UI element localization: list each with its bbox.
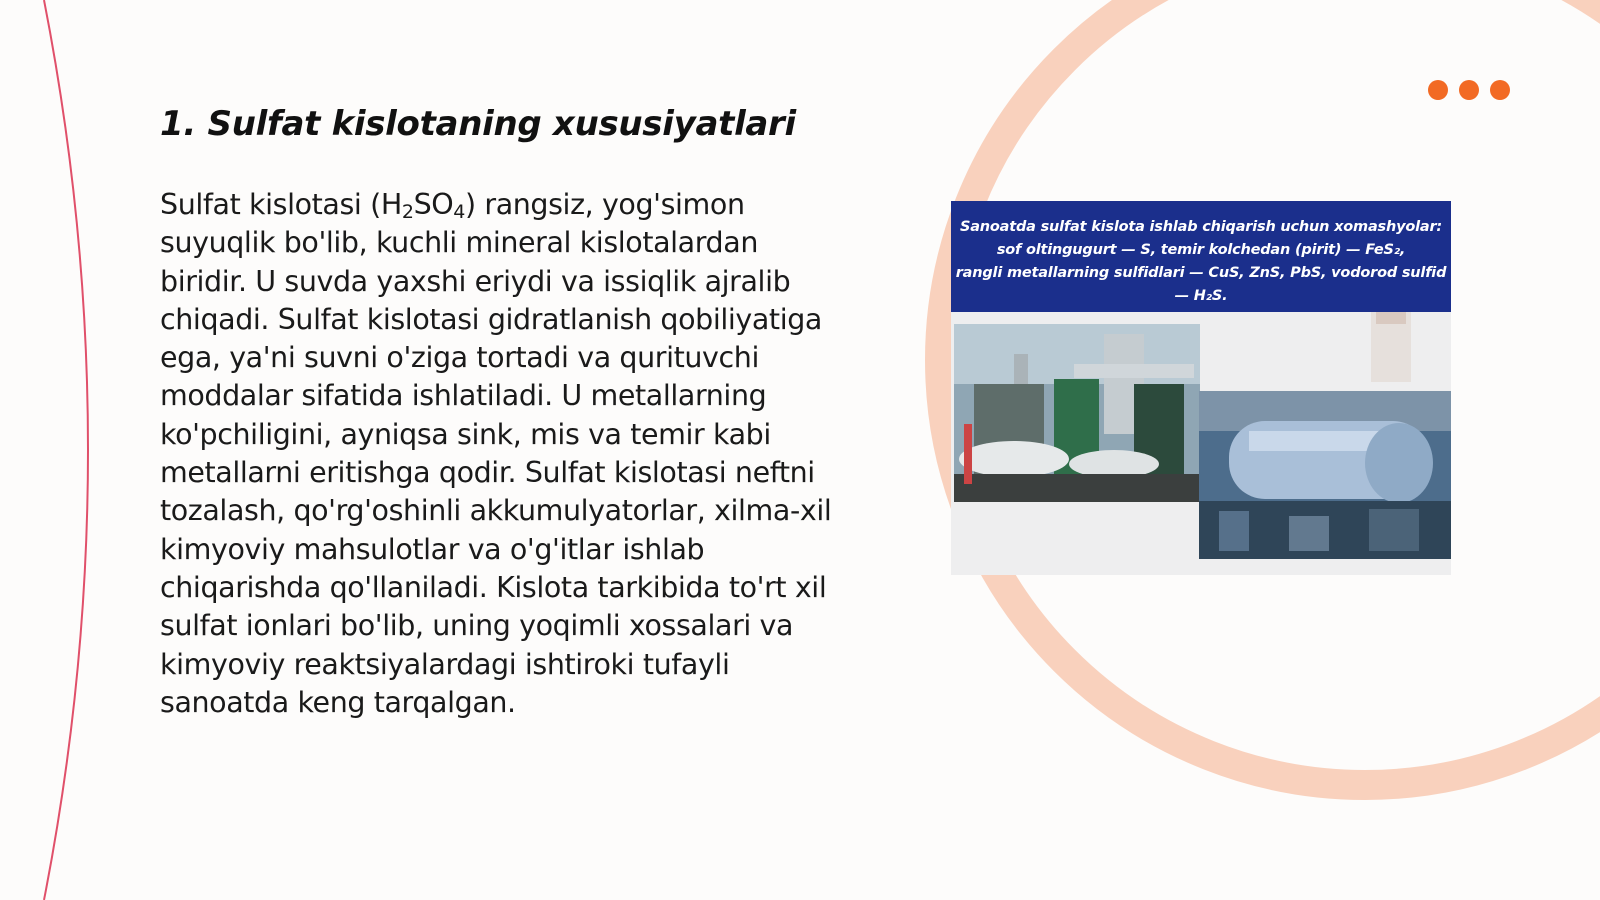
body-text-formula: SO [413, 188, 454, 221]
plant-pipes-photo [954, 324, 1200, 502]
rotary-kiln-photo [1199, 391, 1451, 559]
figure-caption [951, 201, 1451, 312]
left-accent-curve [44, 0, 88, 900]
subscript-2: 2 [401, 201, 414, 223]
dots-menu-icon [1428, 80, 1510, 100]
industrial-figure [951, 201, 1451, 575]
caption-line-2: sof oltingugurt — S, temir kolchedan (pirit) — FeS₂, [996, 242, 1406, 258]
dot-1 [1428, 80, 1448, 100]
body-paragraph [160, 186, 840, 722]
body-text-rest: ) rangsiz, yog'simon suyuqlik bo'lib, kuchli mineral kislotalardan biridir. U suvda yaxshi eriydi va issiqlik ajralib chiqadi. Sulfat kislotasi gidratlanish qobiliyatiga ega, ya'ni suvni o'ziga tortadi va qurituvchi moddalar sifatida ishlatiladi. U metallarning ko'pchiligini, ayniqsa sink, mis va temir kabi metallarni eritishga qodir. Sulfat kislotasi neftni tozalash, qo'rg'oshinli akkumulyatorlar, xilma-xil kimyoviy mahsulotlar va o'g'itlar ishlab chiqarishda qo'llaniladi. Kislota tarkibida to'rt xil sulfat ionlari bo'lib, uning yoqimli xossalari va kimyoviy reaktsiyalardagi ishtiroki tufayli sanoatda keng tarqalgan. [160, 188, 832, 719]
dot-2 [1459, 80, 1479, 100]
dot-3 [1490, 80, 1510, 100]
caption-line-1: Sanoatda sulfat kislota ishlab chiqarish uchun xomashyolar: [959, 219, 1443, 235]
slide-title: 1. Sulfat kislotaning xususiyatlari [160, 104, 796, 144]
caption-line-3: rangli metallarning sulfidlari — CuS, ZnS, PbS, vodorod sulfid [955, 265, 1447, 281]
body-text-start: Sulfat kislotasi (H [160, 188, 402, 221]
caption-line-4: — H₂S. [1174, 288, 1228, 304]
subscript-4: 4 [453, 201, 465, 223]
